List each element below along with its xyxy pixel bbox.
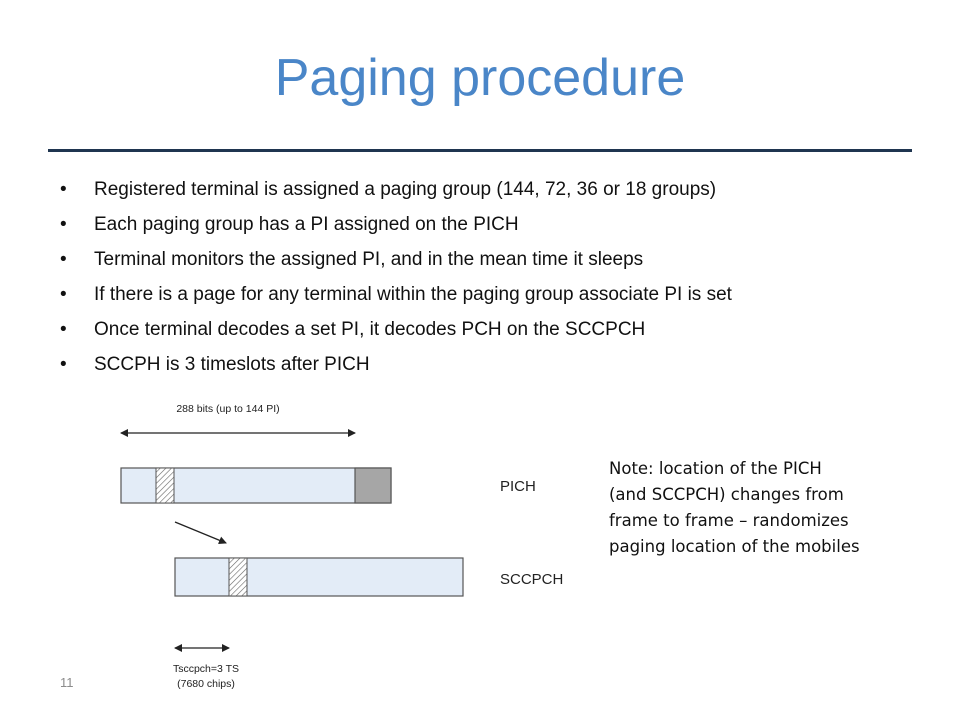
note-text xyxy=(609,456,929,560)
note-line: frame to frame – randomizes xyxy=(609,511,849,530)
bullet-marker: • xyxy=(60,179,67,200)
bottom-arrow-label-line1: Tsccpch=3 TS xyxy=(172,663,240,675)
sccpch-hatched-pch xyxy=(229,558,247,596)
bullet-marker: • xyxy=(60,214,67,235)
sccpch-frame xyxy=(175,558,463,596)
bullet-text: If there is a page for any terminal within the paging group associate PI is set xyxy=(94,284,732,305)
bullet-marker: • xyxy=(60,284,67,305)
bottom-arrow-label-line2: (7680 chips) xyxy=(177,678,235,690)
bullet-text: Terminal monitors the assigned PI, and in the mean time it sleeps xyxy=(94,249,644,270)
top-arrow-label: 288 bits (up to 144 PI) xyxy=(176,403,280,415)
bullet-text: Each paging group has a PI assigned on the PICH xyxy=(94,214,519,235)
slide-title: Paging procedure xyxy=(274,49,686,107)
pich-hatched-pi xyxy=(156,468,174,503)
bullet-text: Once terminal decodes a set PI, it decodes PCH on the SCCPCH xyxy=(94,319,646,340)
page-number: 11 xyxy=(60,675,74,690)
pich-label: PICH xyxy=(500,478,536,495)
bullet-marker: • xyxy=(60,354,67,375)
note-line: Note: location of the PICH xyxy=(609,459,822,478)
sccpch-label: SCCPCH xyxy=(500,571,564,588)
bullet-marker: • xyxy=(60,249,67,270)
note-line: paging location of the mobiles xyxy=(609,537,860,556)
bullet-marker: • xyxy=(60,319,67,340)
note-line: (and SCCPCH) changes from xyxy=(609,485,844,504)
pich-end-block xyxy=(355,468,391,503)
bullet-text: Registered terminal is assigned a paging group (144, 72, 36 or 18 groups) xyxy=(94,179,717,200)
diagonal-arrow xyxy=(175,522,226,543)
bullet-text: SCCPH is 3 timeslots after PICH xyxy=(94,354,370,375)
